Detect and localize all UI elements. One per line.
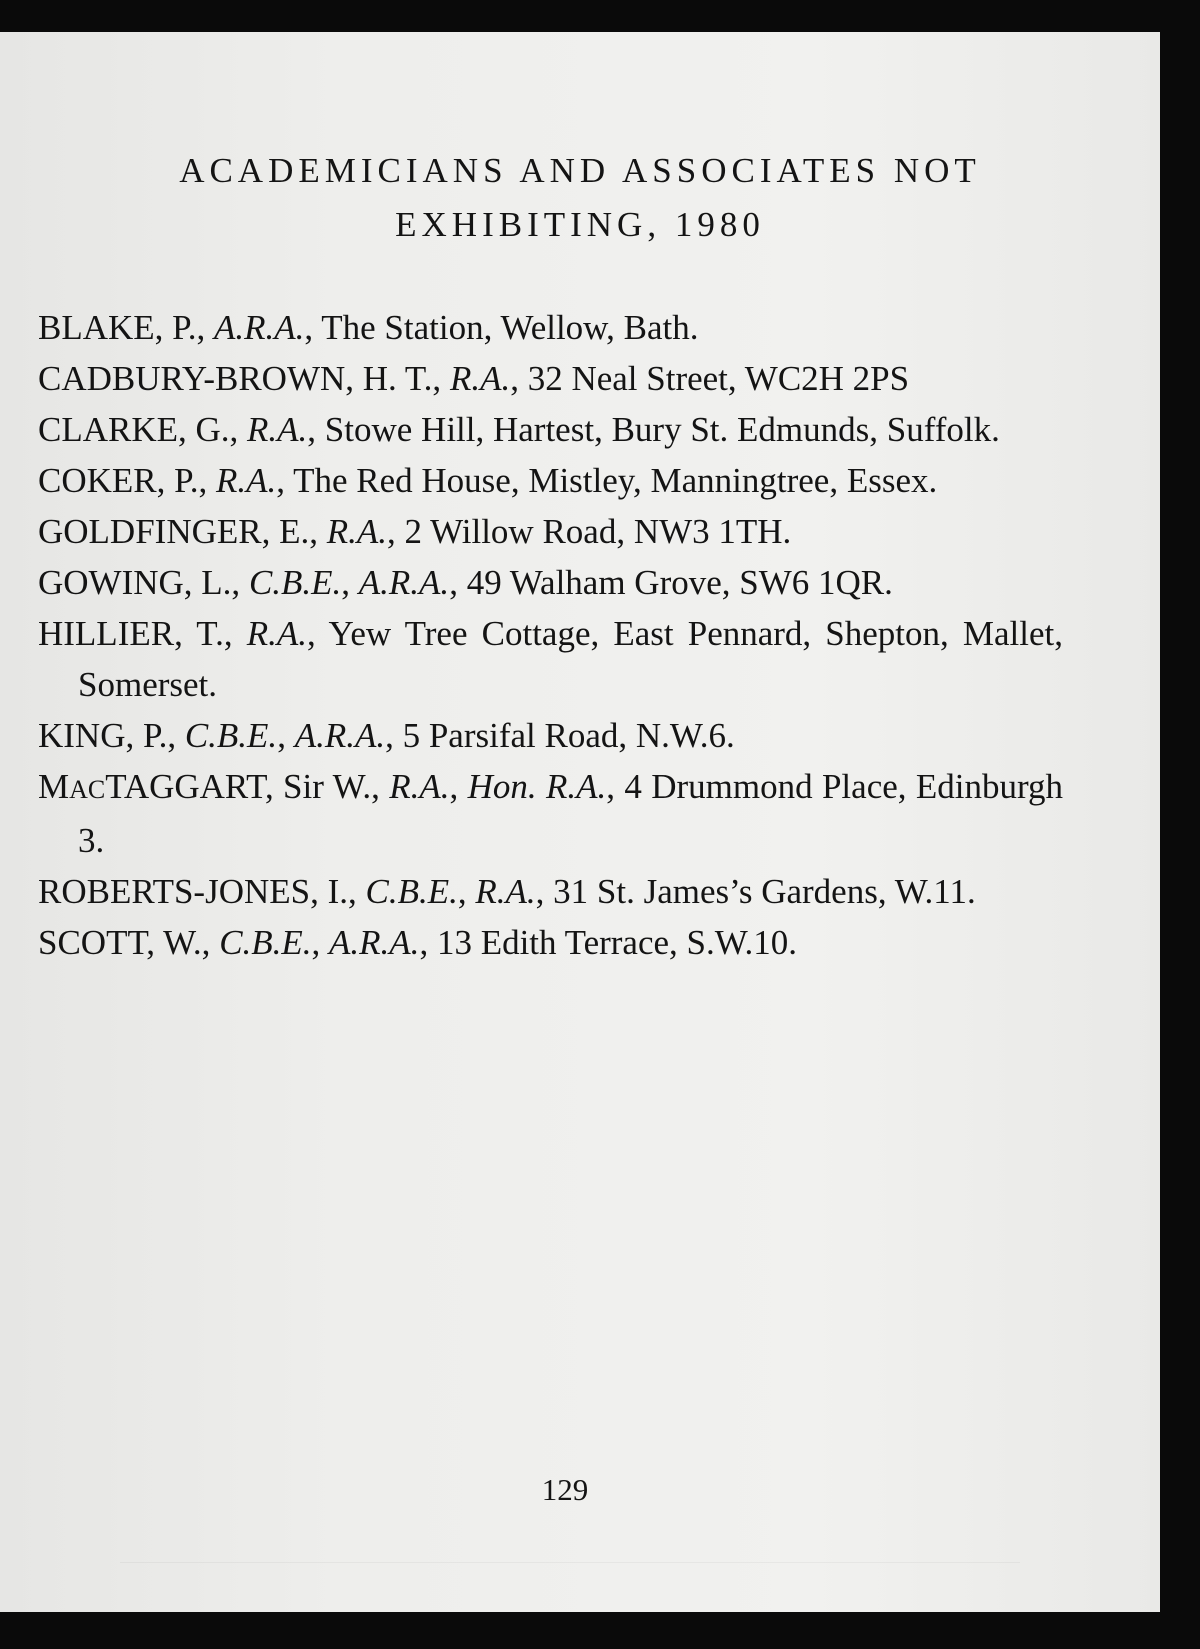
list-item xyxy=(38,866,1063,917)
member-title: R.A. xyxy=(389,767,450,806)
list-item xyxy=(38,455,1063,506)
member-address: , Yew Tree Cottage, East Pennard, Shepton, Mallet, Somerset. xyxy=(78,614,1063,704)
member-name: GOWING, L., xyxy=(38,563,249,602)
member-title: A.R.A. xyxy=(214,308,305,347)
list-item xyxy=(38,557,1063,608)
member-address: , 4 Drummond Place, Edinburgh 3. xyxy=(78,767,1063,860)
member-honour: C.B.E. xyxy=(248,563,342,602)
list-item xyxy=(38,353,1063,404)
member-name: TAGGART, Sir W., xyxy=(105,767,390,806)
member-name: CLARKE, G., xyxy=(38,410,248,449)
member-address: , Stowe Hill, Hartest, Bury St. Edmunds, Suffolk. xyxy=(307,410,1000,449)
member-title: A.R.A. xyxy=(358,563,450,602)
member-title: R.A. xyxy=(475,872,536,911)
member-name: GOLDFINGER, E., xyxy=(38,512,327,551)
member-list xyxy=(38,302,1063,968)
member-title: R.A. xyxy=(326,512,387,551)
member-address: , 31 St. James’s Gardens, W.11. xyxy=(535,872,976,911)
separator: , xyxy=(449,767,468,806)
member-name-initial: M xyxy=(38,767,70,806)
list-item xyxy=(38,710,1063,761)
paper-texture xyxy=(120,1562,1020,1563)
member-name: KING, P., xyxy=(38,716,185,755)
list-item xyxy=(38,404,1063,455)
member-name: SCOTT, W., xyxy=(38,923,220,962)
member-address: , 49 Walham Grove, SW6 1QR. xyxy=(449,563,893,602)
separator: , xyxy=(277,716,295,755)
separator: , xyxy=(311,923,330,962)
member-name: BLAKE, P., xyxy=(38,308,214,347)
member-address: , The Red House, Mistley, Manningtree, Essex. xyxy=(276,461,938,500)
member-name: COKER, P., xyxy=(38,461,216,500)
list-item xyxy=(38,302,1063,353)
list-item xyxy=(38,917,1063,968)
member-title: R.A. xyxy=(449,359,511,398)
title-line-2: EXHIBITING, 1980 xyxy=(395,205,765,244)
page-number: 129 xyxy=(541,1472,589,1507)
member-name-smallcaps: AC xyxy=(69,775,106,804)
member-name: HILLIER, T., xyxy=(38,614,247,653)
member-address: , 32 Neal Street, WC2H 2PS xyxy=(510,359,910,398)
member-honour: C.B.E. xyxy=(219,923,312,962)
separator: , xyxy=(341,563,359,602)
member-address: , 5 Parsifal Road, N.W.6. xyxy=(385,716,735,755)
separator: , xyxy=(457,872,476,911)
member-honour: C.B.E. xyxy=(365,872,458,911)
list-item xyxy=(38,761,1063,866)
member-address: , 13 Edith Terrace, S.W.10. xyxy=(419,923,798,962)
book-page xyxy=(0,32,1160,1612)
member-address: , 2 Willow Road, NW3 1TH. xyxy=(387,512,792,551)
member-title: R.A. xyxy=(215,461,277,500)
member-honorary-title: Hon. R.A. xyxy=(467,767,607,806)
page-title xyxy=(60,144,1100,252)
member-honour: C.B.E. xyxy=(184,716,278,755)
member-address: , The Station, Wellow, Bath. xyxy=(304,308,699,347)
list-item xyxy=(38,506,1063,557)
member-name: ROBERTS-JONES, I., xyxy=(38,872,366,911)
list-item xyxy=(38,608,1063,710)
member-name: CADBURY-BROWN, H. T., xyxy=(38,359,450,398)
title-line-1: ACADEMICIANS AND ASSOCIATES NOT xyxy=(179,151,981,190)
member-title: A.R.A. xyxy=(329,923,420,962)
member-title: A.R.A. xyxy=(294,716,386,755)
member-title: R.A. xyxy=(247,410,308,449)
member-title: R.A. xyxy=(246,614,307,653)
